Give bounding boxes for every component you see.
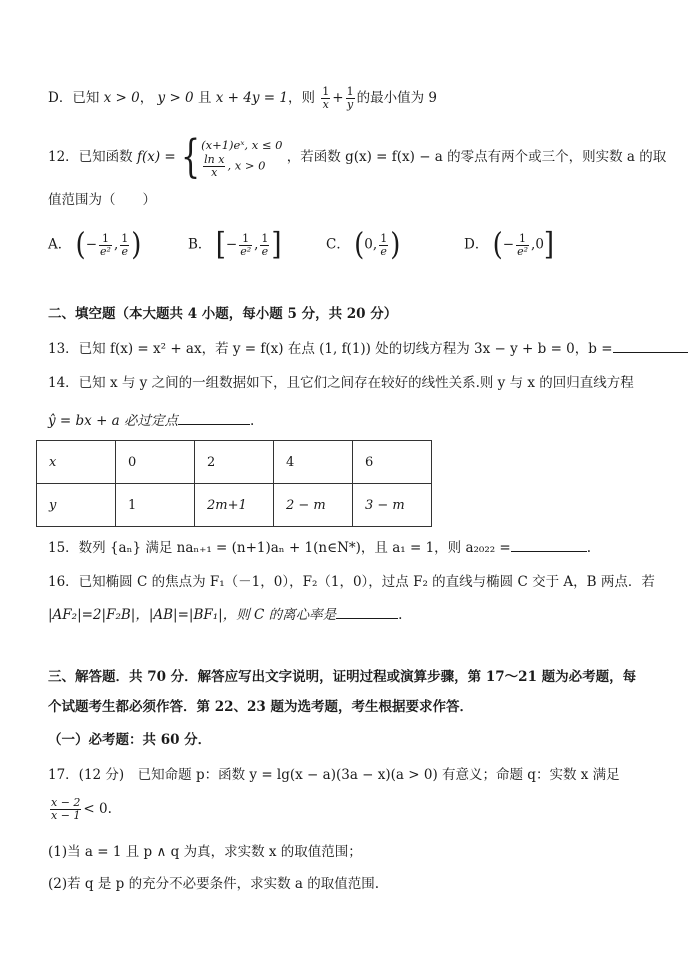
q11d-cond2: y > 0 [157,90,194,106]
q12-case2-den: x [211,166,218,179]
q11d-plus: + [332,90,344,106]
table-cell: 2 [195,441,274,484]
q14-line2-end: . [250,413,255,429]
q12-option-d-lb: ( [492,227,503,263]
q11d-eq: x + 4y = 1 [215,90,288,106]
q12-option-c-lb: ( [354,227,365,263]
q11d-cond1: x > 0 [103,90,140,106]
q12-option-d-label: D． [464,236,489,253]
q12-option-b-frac2 [260,233,269,258]
q11d-frac1-num: 1 [322,85,330,98]
q12-option-a-label: A． [48,236,72,253]
section-3-sub: （一）必考题：共 60 分． [48,732,212,748]
q12-fx: f(x) = [136,149,176,165]
q17-inequality [48,797,648,822]
q12-option-a-sign: − [85,236,98,253]
q12-option-b-label: B． [188,236,212,253]
q12-lead: 12．已知函数 [48,149,133,165]
q12-line1 [48,130,667,183]
q12-option-c-a: 0 [364,236,373,253]
q12-option-b-frac2-den: e [261,244,269,258]
q17-frac-tail: < 0. [83,801,112,817]
q15-text: 15．数列 {aₙ} 满足 naₙ₊₁ = (n+1)aₙ + 1(n∈N*)，且 a₁ = 1，则 a₂₀₂₂ = [48,540,511,556]
q17-frac-den: x − 1 [51,809,81,822]
q11d-mid: 且 [197,90,212,106]
q12-option-c-frac-den: e [380,244,387,258]
q11d-frac1 [321,86,330,111]
q16-line2-end: . [398,607,403,623]
q12-option-a-frac1-num: 1 [99,233,112,246]
q12-piecewise [201,136,282,179]
table-row [37,484,432,527]
q17-part1: (1)当 a = 1 且 p ∧ q 为真，求实数 x 的取值范围； [48,844,362,860]
q12-option-d-frac [516,233,529,258]
q12-option-b-frac1-den: e² [240,244,252,258]
q12-case1: (x+1)eˣ, x ≤ 0 [201,138,283,152]
q11d-label: D．已知 [48,90,100,106]
q11d-then: ，则 [287,90,315,106]
q12-option-b-frac2-num: 1 [261,231,269,245]
q14-line2-text: ŷ = bx + a 必过定点 [48,413,179,429]
q12-option-a-sep: , [113,236,119,253]
table-cell: 0 [116,441,195,484]
q11d-tail: 的最小值为 9 [356,90,437,106]
section-3-line2: 个试题考生都必须作答．第 22、23 题为选考题，考生根据要求作答． [48,699,473,715]
q12-option-a-frac2 [120,233,129,258]
q12-option-d-sep: , [531,236,536,253]
q12-option-c-frac-num: 1 [380,231,388,245]
q17-frac [50,797,81,822]
q16-line1: 16．已知椭圆 C 的焦点为 F₁（－1，0），F₂（1，0），过点 F₂ 的直线与椭圆 C 交于 A，B 两点．若 [48,574,655,590]
q14-blank [178,410,250,425]
q12-option-d-b: 0 [535,236,544,253]
q12-brace: { [181,130,201,183]
q16-line2-text: |AF₂|=2|F₂B|，|AB|=|BF₁|，则 C 的离心率是 [48,607,337,623]
q12-option-b [188,227,282,263]
q12-option-a-frac2-num: 1 [121,231,129,245]
table-cell: 3 − m [353,484,432,527]
q12-option-d-sign: − [502,236,515,253]
q12-option-a-rb: ) [131,227,142,263]
section-3-line1: 三、解答题．共 70 分．解答应写出文字说明，证明过程或演算步骤，第 17～21 题为必考题，每 [48,669,637,685]
data-table [36,440,432,527]
q13-text: 13．已知 f(x) = x² + ax，若 y = f(x) 在点 (1, f(1)) 处的切线方程为 3x − y + b = 0，b = [48,341,613,357]
table-cell: x [37,441,116,484]
q12-option-a-lb: ( [75,227,86,263]
q12-option-b-frac1 [239,233,252,258]
q11d-frac2-den: y [346,98,354,111]
q12-case2-frac [203,154,225,179]
q13-blank [613,338,688,353]
table-cell: 6 [353,441,432,484]
q15-blank [511,537,587,552]
q12-line2: 值范围为（ ） [48,192,156,208]
q12-option-c [326,227,401,263]
table-cell: 1 [116,484,195,527]
q12-option-b-frac1-num: 1 [239,233,252,246]
q16-line2 [48,604,648,625]
table-cell: 4 [274,441,353,484]
table-row [37,441,432,484]
q15-end: . [586,540,592,556]
q12-option-b-sign: − [225,236,238,253]
q11d-frac2 [346,86,355,111]
q17-part2: (2)若 q 是 p 的充分不必要条件，求实数 a 的取值范围. [48,876,379,892]
q12-tail: ，若函数 g(x) = f(x) − a 的零点有两个或三个，则实数 a 的取 [286,149,667,165]
q12-option-c-sep: , [372,236,378,253]
q12-option-b-lb: [ [215,227,226,263]
q12-option-a-frac1 [99,233,112,258]
q12-option-d [464,227,555,263]
q12-case2-num: ln x [204,153,225,166]
q17-line1: 17．(12 分) 已知命题 p：函数 y = lg(x − a)(3a − x)(a > 0) 有意义；命题 q：实数 x 满足 [48,767,620,783]
q14-line1: 14．已知 x 与 y 之间的一组数据如下，且它们之间存在较好的线性关系.则 y 与 x 的回归直线方程 [48,375,634,391]
q12-case2-cond: , x > 0 [227,158,266,173]
q14-line2 [48,410,648,431]
q12-option-d-rb: ] [543,227,555,263]
q12-option-d-frac-num: 1 [516,233,529,246]
q11d-frac1-den: x [322,98,329,111]
q12-option-b-rb: ] [271,227,282,263]
q13 [48,338,648,359]
q12-option-b-sep: , [254,236,259,253]
table-cell: 2 − m [274,484,353,527]
q12-option-c-label: C． [326,236,350,253]
table-cell: y [37,484,116,527]
q16-blank [336,604,398,619]
table-cell: 2m+1 [195,484,274,527]
q12-option-a [48,227,142,263]
q15 [48,537,648,558]
q11d-frac2-num: 1 [346,85,354,98]
q12-option-d-frac-den: e² [517,244,529,258]
q12-option-a-frac1-den: e² [100,244,111,258]
q17-frac-num: x − 2 [51,796,81,809]
q12-option-c-rb: ) [390,227,401,263]
q12-option-a-frac2-den: e [121,244,128,258]
q12-option-c-frac [379,233,388,258]
section-2-heading: 二、填空题（本大题共 4 小题，每小题 5 分，共 20 分） [48,306,398,322]
q11-option-d: D．已知 x > 0， y > 0 且 x + 4y = 1，则 $\frac{1}{x}$ + $\frac{1}{y}$ 的最小值为 9 [48,85,437,111]
